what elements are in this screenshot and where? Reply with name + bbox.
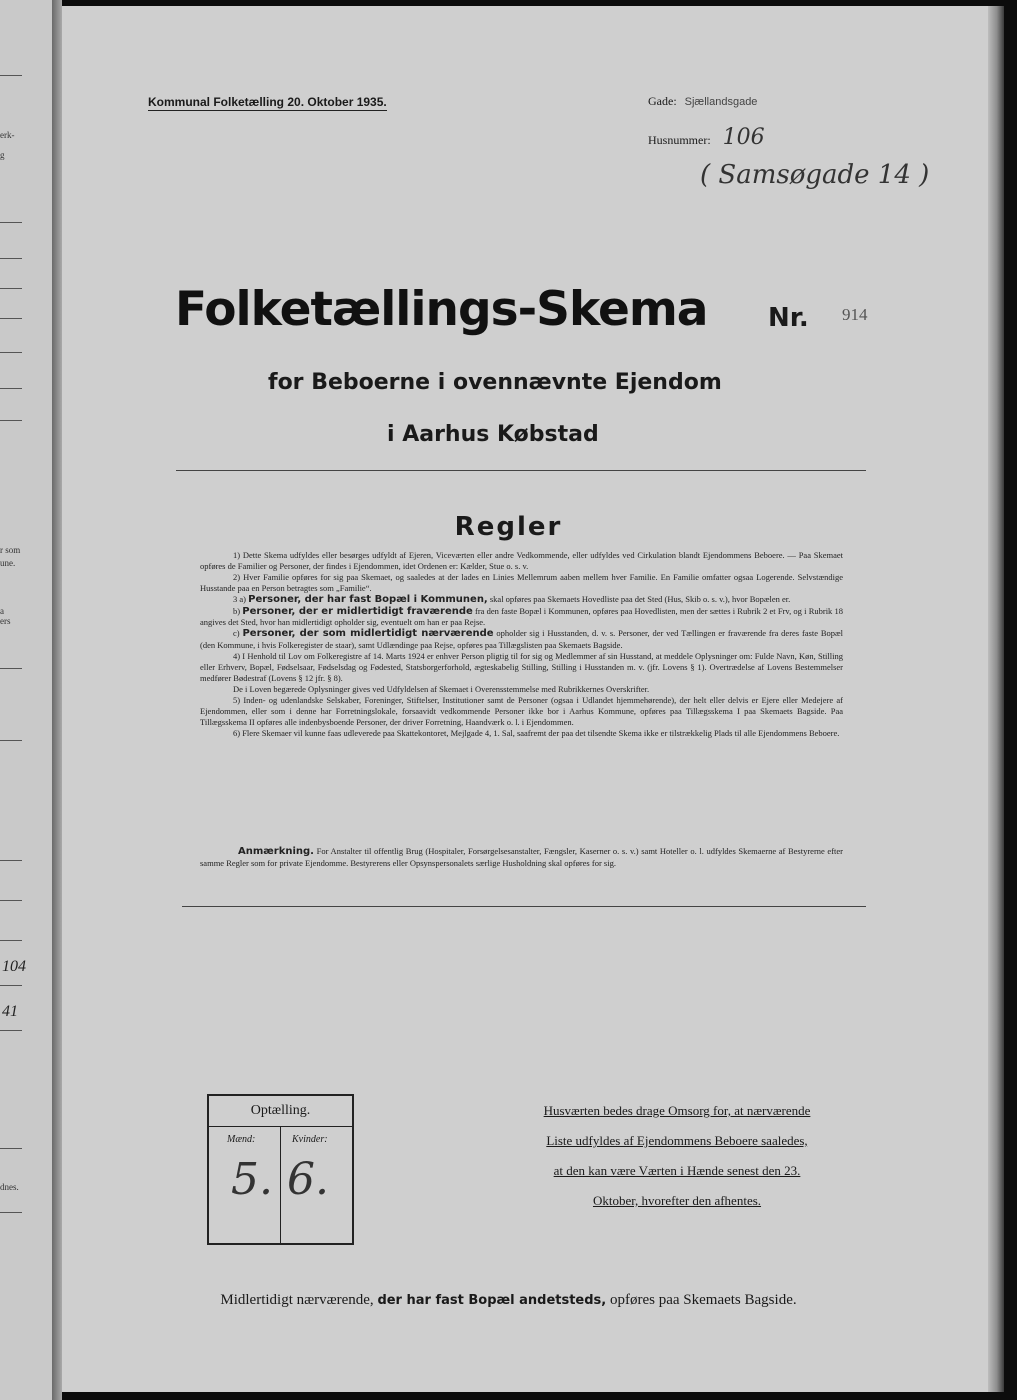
- rule-3c: [200, 628, 843, 651]
- page-fragment-text: g: [0, 150, 5, 160]
- previous-page-strip: [0, 0, 52, 1400]
- rule-3c-text: opholder sig i Husstanden, d. v. s. Personer, der ved Tællingen er fraværende fra deres faste Bopæl (den Kommune, i hvis Folkeregister de staar), samt Udlændinge paa Rejse, opføres paa Tillægslisten paa Skemaets Bagside.: [200, 628, 844, 651]
- footer-part-2: der har fast Bopæl andetsteds,: [377, 1293, 607, 1308]
- divider: [0, 900, 22, 901]
- form-number-label: Nr.: [768, 303, 809, 333]
- rule-1: 1) Dette Skema udfyldes eller besørges udfyldt af Ejeren, Viceværten eller andre Vedkommende, eller udfyldes ved Cirkulation blandt Ejendommens Beboere. — Paa Skemaet opføres de Familier og Personer, der findes i Ejendommen, idet Ordenen er: Kælder, Stue o. s. v.: [200, 550, 843, 571]
- women-label: Kvinder:: [292, 1134, 328, 1145]
- note-heading: Anmærkning.: [238, 846, 314, 857]
- house-number-field: [648, 125, 765, 150]
- rule-5: 5) Inden- og udenlandske Selskaber, Foreninger, Stiftelser, Institutioner samt de Personer (ogsaa i Udlandet hjemmehørende), der helt eller delvis er Ejere eller Medejere af Ejendommen, eller som i denne har Forretningslokale, forsaavidt vedkommende Personer ikke bor i Aarhus Kommune, opføres paa Tillægsskema I paa Skemaets Bagside. Paa Tillægsskema II opføres alle indenbysboende Personer, der driver Forretning, Haandværk o. l. i Ejendommen.: [200, 694, 843, 727]
- form-location: i Aarhus Købstad: [387, 422, 599, 447]
- page-edge: [988, 6, 1004, 1392]
- page-fragment-text: r som: [0, 545, 21, 555]
- street-label: Gade:: [648, 94, 677, 108]
- rule-3a: [200, 594, 843, 606]
- page-fragment-text: dnes.: [0, 1182, 19, 1192]
- page-fragment-text: a: [0, 606, 4, 616]
- rules-body: [200, 550, 843, 738]
- form-subtitle: for Beboerne i ovennævnte Ejendom: [268, 370, 722, 395]
- divider: [280, 1126, 281, 1243]
- divider: [0, 258, 22, 259]
- divider: [0, 318, 22, 319]
- notice-line: [508, 1126, 846, 1156]
- divider: [0, 860, 22, 861]
- alternate-address-handwritten: ( Samsøgade 14 ): [700, 160, 930, 190]
- landlord-notice: [508, 1096, 846, 1216]
- divider: [0, 940, 22, 941]
- form-title: Folketællings-Skema: [175, 282, 708, 337]
- rule-3a-number: 3 a): [233, 593, 246, 604]
- rule-4: 4) I Henhold til Lov om Folkeregistre af 14. Marts 1924 er enhver Person pligtig til for sig og Medlemmer af sin Husstand, at meddele Oplysninger om: Fulde Navn, Køn, Stilling eller Erhverv, Bopæl, Fødselsaar, Fødselsdag og Fødested, Statsborgerforhold, ægteskabelig Stilling, Stilling i Husstanden m. v. (jfr. Lovens § 1). Overtrædelse af Lovens Bestemmelser medfører Bødestraf (Lovens § 12 jfr. § 8).: [200, 651, 843, 683]
- divider: [0, 420, 22, 421]
- note-section: [200, 846, 843, 869]
- house-number-value: 106: [722, 125, 765, 150]
- divider: [0, 388, 22, 389]
- handwritten-note: 41: [2, 1003, 18, 1020]
- divider: [0, 1030, 22, 1031]
- form-number-value: 914: [842, 305, 868, 324]
- count-box-title: Optælling.: [250, 1103, 311, 1118]
- book-gutter: [52, 0, 62, 1400]
- rule-3b-number: b): [233, 605, 241, 616]
- rule-3b-text: fra den faste Bopæl i Kommunen, opføres paa Hovedlisten, men der sættes i Rubrik 2 et Frv, og i Rubrik 18 angives det Sted, hvor han midlertidigt opholder sig, eventuelt om han er paa Rejse.: [200, 605, 843, 628]
- census-header: Kommunal Folketælling 20. Oktober 1935.: [148, 95, 387, 109]
- divider: [0, 288, 22, 289]
- notice-line: [508, 1156, 846, 1186]
- street-value: Sjællandsgade: [684, 96, 758, 108]
- divider: [0, 740, 22, 741]
- rule-4b: De i Loven begærede Oplysninger gives ved Udfyldelsen af Skemaet i Overensstemmelse med Rubrikkernes Overskrifter.: [233, 683, 650, 694]
- men-label: Mænd:: [227, 1134, 256, 1145]
- notice-line: [508, 1096, 846, 1126]
- page-fragment-text: une.: [0, 558, 16, 568]
- note-paragraph: [200, 846, 843, 869]
- rule-6: 6) Flere Skemaer vil kunne faas udleverede paa Skattekontoret, Mejlgade 4, 1. Sal, saafremt der paa det tilsendte Skema ikke er tilstrækkelig Plads til alle Ejendommens Beboere.: [233, 727, 840, 738]
- rule-3a-text: skal opføres paa Skemaets Hovedliste paa det Sted (Hus, Skib o. s. v.), hvor Bopælen er.: [489, 593, 791, 604]
- divider: [176, 470, 866, 471]
- rule-3b: [200, 606, 843, 629]
- rules-heading: Regler: [454, 512, 563, 542]
- rule-3b-heading: Personer, der er midlertidigt fraværende: [242, 605, 473, 617]
- footer-instruction: [0, 1292, 1017, 1309]
- divider: [0, 668, 22, 669]
- notice-line-text: Liste udfyldes af Ejendommens Beboere saaledes,: [546, 1133, 808, 1148]
- street-field: [648, 92, 757, 110]
- divider: [0, 1212, 22, 1213]
- divider: [0, 75, 22, 76]
- divider: [0, 985, 22, 986]
- footer-part-3: opføres paa Skemaets Bagside.: [609, 1292, 797, 1308]
- rule-3c-number: c): [233, 628, 240, 639]
- page-fragment-text: ers: [0, 616, 11, 626]
- notice-line-text: at den kan være Værten i Hænde senest den 23.: [553, 1163, 801, 1178]
- count-box: [207, 1094, 354, 1245]
- divider: [182, 906, 866, 907]
- rule-3c-heading: Personer, der som midlertidigt nærværende: [242, 628, 494, 640]
- note-text: For Anstalter til offentlig Brug (Hospitaler, Forsørgelsesanstalter, Fængsler, Kaserner o. s. v.) samt Hoteller o. l. udfyldes Skemaerne af Bestyrerne efter samme Regler som for private Ejendomme. Bestyrerens eller Opsynspersonalets særlige Husholdning skal opføres for sig.: [200, 846, 843, 868]
- notice-line-text: Oktober, hvorefter den afhentes.: [592, 1193, 762, 1208]
- women-count-value: 6.: [287, 1154, 329, 1205]
- divider: [0, 222, 22, 223]
- men-count-value: 5.: [231, 1154, 273, 1205]
- page-fragment-text: erk-: [0, 130, 15, 140]
- divider: [0, 352, 22, 353]
- divider: [0, 1148, 22, 1149]
- footer-part-1: Midlertidigt nærværende,: [220, 1292, 374, 1308]
- handwritten-note: 104: [2, 958, 26, 975]
- rule-2: 2) Hver Familie opføres for sig paa Skemaet, og saaledes at der lades en Linies Mellemrum aaben mellem hver Familie. En Familie omfatter ogsaa Logerende. Selvstændige Husstande paa en Person betragtes som „Familie“.: [200, 571, 843, 593]
- house-number-label: Husnummer:: [648, 133, 711, 147]
- notice-line-text: Husværten bedes drage Omsorg for, at nærværende: [543, 1103, 811, 1118]
- notice-line: [508, 1186, 846, 1216]
- rule-3a-heading: Personer, der har fast Bopæl i Kommunen,: [248, 593, 488, 605]
